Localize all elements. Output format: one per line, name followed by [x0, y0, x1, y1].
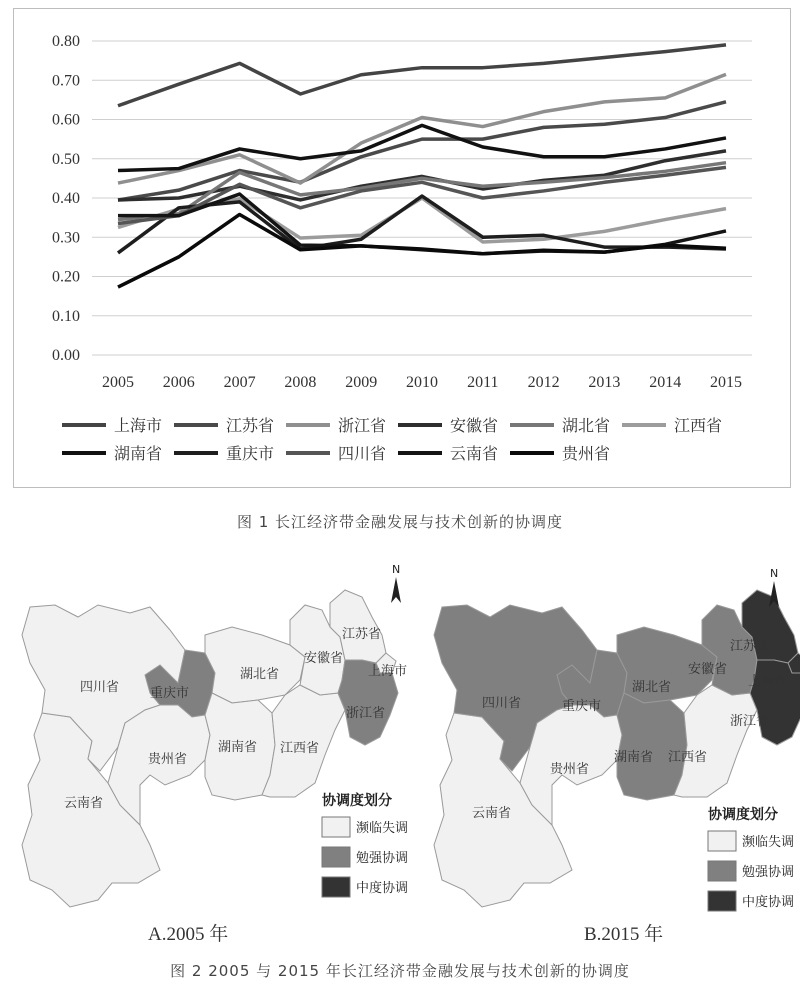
province-jiangxi-2015	[674, 685, 757, 797]
province-hunan-2015	[617, 693, 687, 800]
legend-title-2015: 协调度划分	[708, 807, 778, 823]
label-shanghai-2005: 上海市	[368, 664, 408, 679]
figure2-maps	[0, 545, 800, 950]
compass-2005	[391, 563, 401, 603]
label-sichuan-2015: 四川省	[482, 696, 522, 711]
x-tick-label: 2008	[284, 374, 317, 391]
compass-2015	[769, 567, 779, 607]
x-tick-label: 2006	[162, 374, 195, 391]
label-jiangxi-2005: 江西省	[280, 741, 320, 756]
x-tick-label: 2014	[649, 374, 682, 391]
figure2-caption: 图 2 2005 与 2015 年长江经济带金融发展与技术创新的协调度	[170, 962, 630, 980]
figure1-caption: 图 1 长江经济带金融发展与技术创新的协调度	[236, 513, 564, 531]
label-jiangsu-2015: 江苏省	[730, 639, 770, 654]
y-tick-label: 0.80	[52, 33, 80, 50]
legend-label-1-2005: 勉强协调	[356, 851, 409, 866]
label-anhui-2015: 安徽省	[688, 662, 728, 677]
legend-label: 湖南省	[114, 444, 163, 463]
label-yunnan-2005: 云南省	[64, 796, 104, 811]
legend-2005	[322, 792, 408, 897]
map-label-2015: B.2015 年	[584, 924, 664, 945]
legend-swatch-1-2015	[708, 861, 736, 881]
legend-title-2005: 协调度划分	[322, 793, 392, 809]
y-tick-label: 0.30	[52, 229, 80, 247]
map-2005	[22, 563, 408, 945]
y-tick-label: 0.70	[52, 72, 80, 90]
y-axis-ticks	[52, 33, 80, 364]
series-line-4	[118, 163, 726, 220]
y-tick-label: 0.10	[52, 307, 80, 325]
legend-label: 四川省	[338, 444, 387, 463]
label-anhui-2005: 安徽省	[304, 651, 344, 666]
legend-label: 浙江省	[338, 416, 387, 435]
x-tick-label: 2010	[406, 374, 438, 391]
x-tick-label: 2015	[710, 374, 742, 391]
legend-label: 江西省	[674, 416, 723, 435]
legend-label: 上海市	[114, 416, 163, 435]
legend-label: 湖北省	[562, 416, 611, 435]
label-chongqing-2015: 重庆市	[562, 699, 602, 714]
label-jiangsu-2005: 江苏省	[342, 627, 382, 642]
label-chongqing-2005: 重庆市	[150, 686, 190, 701]
y-tick-label: 0.50	[52, 150, 80, 168]
x-tick-label: 2009	[345, 374, 378, 391]
legend-label: 重庆市	[226, 444, 275, 463]
north-arrow-icon	[391, 577, 401, 603]
compass-letter-2015: N	[770, 567, 779, 580]
legend-label: 安徽省	[450, 416, 499, 435]
y-tick-label: 0.00	[52, 347, 80, 364]
series-line-0	[118, 45, 726, 106]
x-tick-label: 2011	[467, 374, 499, 391]
label-hubei-2015: 湖北省	[632, 680, 672, 695]
legend-swatch-2-2005	[322, 877, 350, 897]
label-guizhou-2005: 贵州省	[148, 752, 188, 767]
label-jiangxi-2015: 江西省	[668, 750, 708, 765]
compass-letter-2005: N	[392, 563, 401, 576]
figure1-line-chart	[13, 8, 791, 488]
y-tick-label: 0.40	[52, 190, 80, 207]
x-axis-ticks	[102, 374, 742, 391]
legend-swatch-0-2015	[708, 831, 736, 851]
label-hunan-2005: 湖南省	[218, 740, 258, 755]
x-tick-label: 2013	[588, 374, 621, 391]
legend-label: 贵州省	[562, 444, 611, 463]
label-yunnan-2015: 云南省	[472, 806, 512, 821]
y-tick-label: 0.20	[52, 268, 80, 286]
legend-label: 江苏省	[226, 416, 275, 435]
label-sichuan-2005: 四川省	[80, 680, 120, 695]
x-tick-label: 2005	[102, 374, 134, 391]
legend-label: 云南省	[450, 444, 499, 463]
legend-label-2-2015: 中度协调	[742, 895, 795, 910]
x-tick-label: 2012	[527, 374, 560, 391]
province-zhejiang-2015	[750, 660, 800, 745]
map-label-2005: A.2005 年	[148, 924, 229, 945]
legend-swatch-2-2015	[708, 891, 736, 911]
legend-2015	[708, 806, 794, 911]
legend-label-1-2015: 勉强协调	[742, 865, 795, 880]
line-chart-svg	[14, 9, 790, 487]
map-2015	[434, 567, 800, 945]
label-zhejiang-2005: 浙江省	[346, 706, 386, 721]
legend-swatch-0-2005	[322, 817, 350, 837]
x-tick-label: 2007	[223, 374, 256, 391]
y-tick-label: 0.60	[52, 111, 80, 129]
legend	[62, 416, 722, 463]
legend-swatch-1-2005	[322, 847, 350, 867]
label-shanghai-2015: 上海市	[748, 674, 788, 689]
label-guizhou-2015: 贵州省	[550, 762, 590, 777]
label-hubei-2005: 湖北省	[240, 667, 280, 682]
legend-label-2-2005: 中度协调	[356, 881, 409, 896]
legend-label-0-2005: 濒临失调	[356, 821, 409, 836]
series-lines	[118, 45, 726, 287]
label-zhejiang-2015: 浙江省	[730, 714, 770, 729]
legend-label-0-2015: 濒临失调	[742, 835, 795, 850]
label-hunan-2015: 湖南省	[614, 750, 654, 765]
